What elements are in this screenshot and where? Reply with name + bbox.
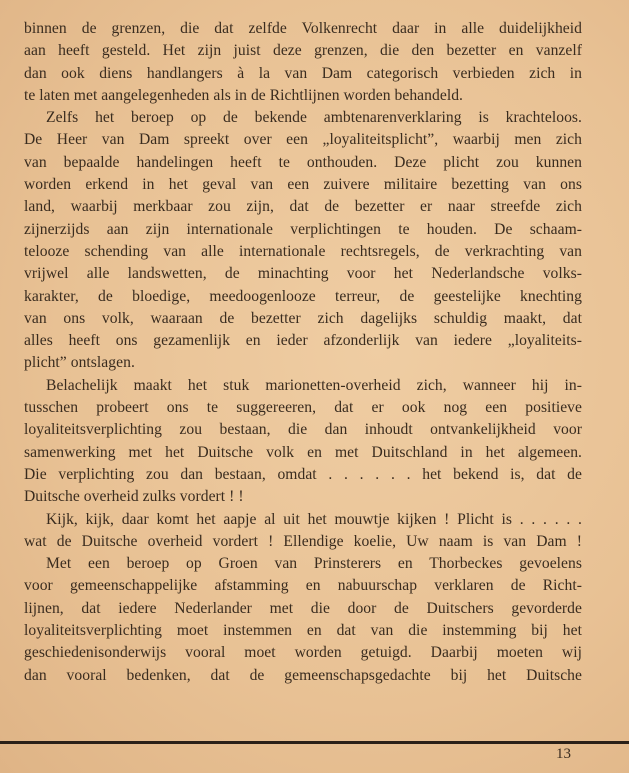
text-line: aan heeft gesteld. Het zijn juist deze grenzen, die den bezetter en vanzelf — [24, 42, 582, 60]
text-line: telooze schending van alle internationale rechtsregels, de verkrachting van — [24, 242, 582, 260]
page-number: 13 — [556, 746, 571, 762]
text-line: De Heer van Dam spreekt over een „loyaliteitsplicht”, waarbij men zich — [24, 131, 582, 149]
footer-rule — [0, 741, 629, 744]
text-line: loyaliteitsverplichting zou bestaan, die dan inhoudt ontvankelijkheid voor — [24, 421, 582, 439]
text-line: lijnen, dat iedere Nederlander met die door de Duitschers gevorderde — [24, 599, 582, 617]
text-line: Belachelijk maakt het stuk marionetten-overheid zich, wanneer hij in- — [46, 376, 582, 394]
text-line: worden erkend in het geval van een zuivere militaire bezetting van ons — [24, 176, 582, 194]
text-line: Met een beroep op Groen van Prinsterers en Thorbeckes gevoelens — [46, 555, 582, 573]
text-line: dan ook diens handlangers à la van Dam categorisch verbieden zich in — [24, 64, 582, 82]
text-line: Die verplichting zou dan bestaan, omdat . . . . . . het bekend is, dat de — [24, 465, 582, 483]
text-line: van ons volk, waaraan de bezetter zich dagelijks schuldig maakt, dat — [24, 309, 582, 327]
text-line: loyaliteitsverplichting moet instemmen en dat van die instemming bij het — [24, 622, 582, 640]
text-line: land, waarbij merkbaar zou zijn, dat de bezetter er naar streefde zich — [24, 198, 582, 216]
text-line: binnen de grenzen, die dat zelfde Volkenrecht daar in alle duidelijkheid — [24, 20, 582, 37]
text-line: wat de Duitsche overheid vordert ! Ellendige koelie, Uw naam is van Dam ! — [24, 532, 582, 550]
text-line: geschiedenisonderwijs vooral moet worden getuigd. Daarbij moeten wij — [24, 644, 582, 662]
text-line: samenwerking met het Duitsche volk en met Duitschland in het algemeen. — [24, 443, 582, 461]
text-line: voor gemeenschappelijke afstamming en nabuurschap verklaren de Richt- — [24, 577, 582, 595]
text-line: Zelfs het beroep op de bekende ambtenarenverklaring is krachteloos. — [46, 109, 582, 127]
text-line: dan vooral bedenken, dat de gemeenschapsgedachte bij het Duitsche — [24, 666, 582, 684]
text-line: zijnerzijds aan zijn internationale verplichtingen te houden. De schaam- — [24, 220, 582, 238]
text-line: Kijk, kijk, daar komt het aapje al uit het mouwtje kijken ! Plicht is . . . . . . — [46, 510, 582, 528]
text-line: Duitsche overheid zulks vordert ! ! — [24, 488, 244, 506]
text-line: alles heeft ons gezamenlijk en ieder afzonderlijk van iedere „loyaliteits- — [24, 332, 582, 350]
text-line: vrijwel alle landswetten, de minachting voor het Nederlandsche volks- — [24, 265, 582, 283]
text-line: plicht” ontslagen. — [24, 354, 135, 372]
text-line: karakter, de bloedige, meedoogenlooze terreur, de geestelijke knechting — [24, 287, 582, 305]
text-line: te laten met aangelegenheden als in de Richtlijnen worden behandeld. — [24, 86, 463, 104]
text-line: tusschen probeert ons te suggereeren, dat er ook nog een positieve — [24, 399, 582, 417]
text-line: van bepaalde handelingen heeft te onthouden. Deze plicht zou kunnen — [24, 153, 582, 171]
body-text — [24, 18, 582, 687]
